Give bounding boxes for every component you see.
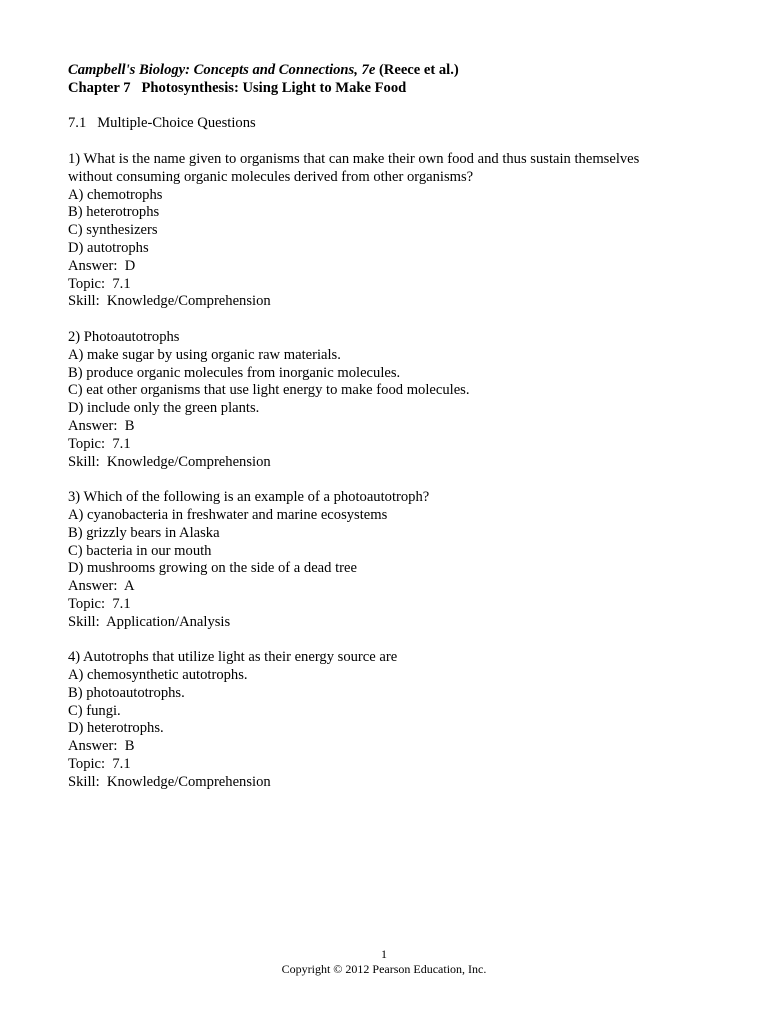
answer-option: D) mushrooms growing on the side of a dead tree bbox=[68, 560, 357, 577]
answer-option: A) make sugar by using organic raw materials. bbox=[68, 346, 341, 363]
skill-label: Skill: Application/Analysis bbox=[68, 613, 231, 630]
document-page bbox=[68, 62, 708, 792]
section-title: 7.1 Multiple-Choice Questions bbox=[68, 115, 256, 132]
answer-option: C) synthesizers bbox=[68, 222, 158, 239]
answer-option: C) eat other organisms that use light energy to make food molecules. bbox=[68, 382, 470, 399]
question-stem: without consuming organic molecules derived from other organisms? bbox=[68, 168, 474, 185]
question-stem: 4) Autotrophs that utilize light as their energy source are bbox=[68, 649, 398, 666]
answer-option: C) fungi. bbox=[68, 702, 121, 719]
answer-option: A) chemotrophs bbox=[68, 186, 163, 203]
question-block bbox=[68, 151, 708, 311]
question-stem: 1) What is the name given to organisms that can make their own food and thus sustain themselves bbox=[68, 150, 640, 167]
topic-label: Topic: 7.1 bbox=[68, 756, 131, 773]
question-block bbox=[68, 329, 708, 471]
skill-label: Skill: Knowledge/Comprehension bbox=[68, 293, 271, 310]
answer-key: Answer: B bbox=[68, 417, 135, 434]
book-title: Campbell's Biology: Concepts and Connections, 7e bbox=[68, 62, 376, 78]
skill-label: Skill: Knowledge/Comprehension bbox=[68, 453, 271, 470]
question-block bbox=[68, 649, 708, 791]
answer-option: B) heterotrophs bbox=[68, 204, 160, 221]
question-stem: 2) Photoautotrophs bbox=[68, 328, 180, 345]
answer-option: A) cyanobacteria in freshwater and marine ecosystems bbox=[68, 506, 388, 523]
answer-option: D) include only the green plants. bbox=[68, 400, 260, 417]
topic-label: Topic: 7.1 bbox=[68, 435, 131, 452]
answer-option: D) autotrophs bbox=[68, 239, 149, 256]
question-block bbox=[68, 489, 708, 631]
topic-label: Topic: 7.1 bbox=[68, 595, 131, 612]
answer-key: Answer: A bbox=[68, 578, 135, 595]
topic-label: Topic: 7.1 bbox=[68, 275, 131, 292]
question-stem: 3) Which of the following is an example of a photoautotroph? bbox=[68, 489, 430, 506]
page-number: 1 bbox=[381, 947, 387, 961]
chapter-title: Chapter 7 Photosynthesis: Using Light to Make Food bbox=[68, 79, 407, 96]
answer-key: Answer: B bbox=[68, 738, 135, 755]
answer-option: B) produce organic molecules from inorganic molecules. bbox=[68, 364, 401, 381]
answer-key: Answer: D bbox=[68, 257, 136, 274]
document-header-title-line bbox=[68, 62, 708, 80]
answer-option: B) grizzly bears in Alaska bbox=[68, 524, 220, 541]
answer-option: C) bacteria in our mouth bbox=[68, 542, 212, 559]
book-authors: (Reece et al.) bbox=[375, 62, 459, 78]
answer-option: D) heterotrophs. bbox=[68, 720, 164, 737]
answer-option: A) chemosynthetic autotrophs. bbox=[68, 667, 248, 684]
page-footer bbox=[0, 947, 768, 977]
skill-label: Skill: Knowledge/Comprehension bbox=[68, 773, 271, 790]
answer-option: B) photoautotrophs. bbox=[68, 684, 185, 701]
question-list bbox=[68, 151, 708, 792]
copyright-notice: Copyright © 2012 Pearson Education, Inc. bbox=[281, 962, 487, 976]
